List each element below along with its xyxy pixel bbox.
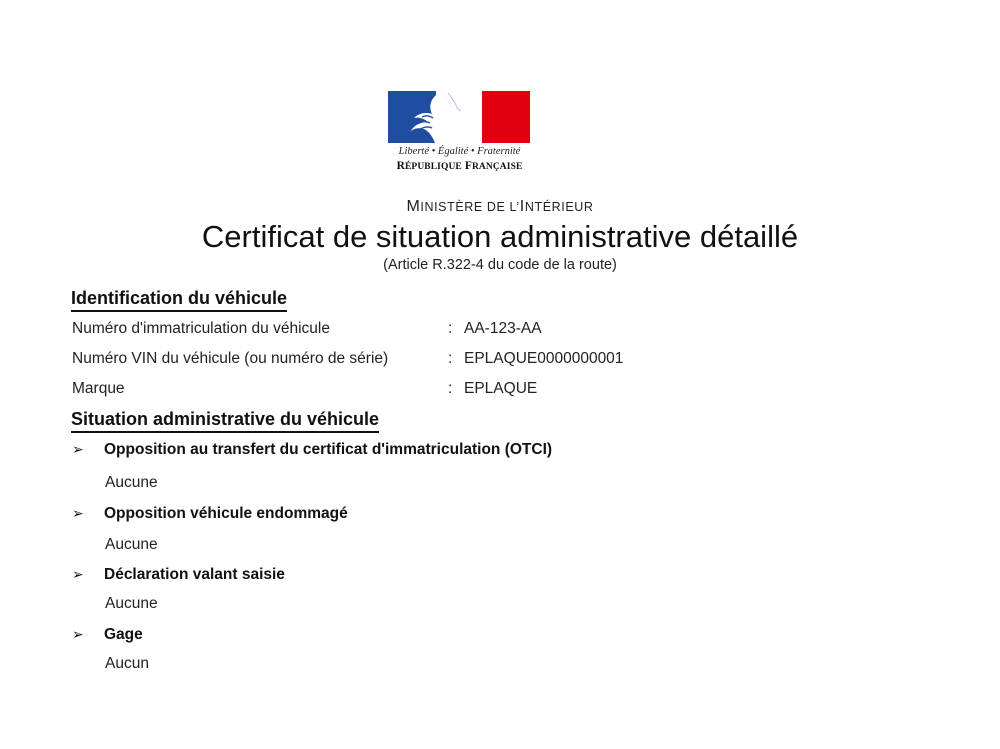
situation-heading: Situation administrative du véhicule	[71, 409, 379, 433]
situation-item-value: Aucune	[105, 595, 158, 612]
situation-item-title: ➢ Opposition véhicule endommagé	[72, 505, 348, 522]
field-label: Numéro d'immatriculation du véhicule	[72, 320, 330, 337]
field-separator: :	[448, 380, 453, 397]
situation-item-value: Aucun	[105, 655, 149, 672]
situation-item-title: ➢ Déclaration valant saisie	[72, 566, 285, 583]
field-separator: :	[448, 350, 453, 367]
field-value: EPLAQUE0000000001	[464, 350, 624, 367]
identification-heading: Identification du véhicule	[71, 288, 287, 312]
registration-number-row	[72, 320, 542, 338]
field-separator: :	[448, 320, 453, 337]
document-subtitle: (Article R.322-4 du code de la route)	[383, 257, 617, 273]
brand-row	[72, 380, 538, 398]
field-label: Marque	[72, 380, 125, 397]
situation-item-title: ➢ Gage	[72, 626, 143, 643]
arrow-bullet-icon: ➢	[72, 626, 84, 642]
marianne-profile-icon	[388, 91, 530, 143]
arrow-bullet-icon: ➢	[72, 441, 84, 457]
arrow-bullet-icon: ➢	[72, 566, 84, 582]
marianne-flag-icon	[388, 91, 530, 143]
motto: Liberté • Égalité • Fraternité	[398, 146, 521, 157]
situation-item-title: ➢ Opposition au transfert du certificat d'immatriculation (OTCI)	[72, 441, 553, 458]
document-title: Certificat de situation administrative détaillé	[201, 219, 799, 254]
situation-item-value: Aucune	[105, 536, 158, 553]
ministry-name: MINISTÈRE DE L’INTÉRIEUR	[406, 198, 594, 215]
republique-francaise-label: RÉPUBLIQUE FRANÇAISE	[396, 160, 523, 172]
field-value: AA-123-AA	[464, 320, 542, 337]
situation-item-value: Aucune	[105, 474, 158, 491]
field-value: EPLAQUE	[464, 380, 538, 397]
field-label: Numéro VIN du véhicule (ou numéro de série)	[72, 350, 389, 367]
arrow-bullet-icon: ➢	[72, 505, 84, 521]
republique-logo	[388, 91, 531, 172]
vin-number-row	[72, 350, 624, 368]
